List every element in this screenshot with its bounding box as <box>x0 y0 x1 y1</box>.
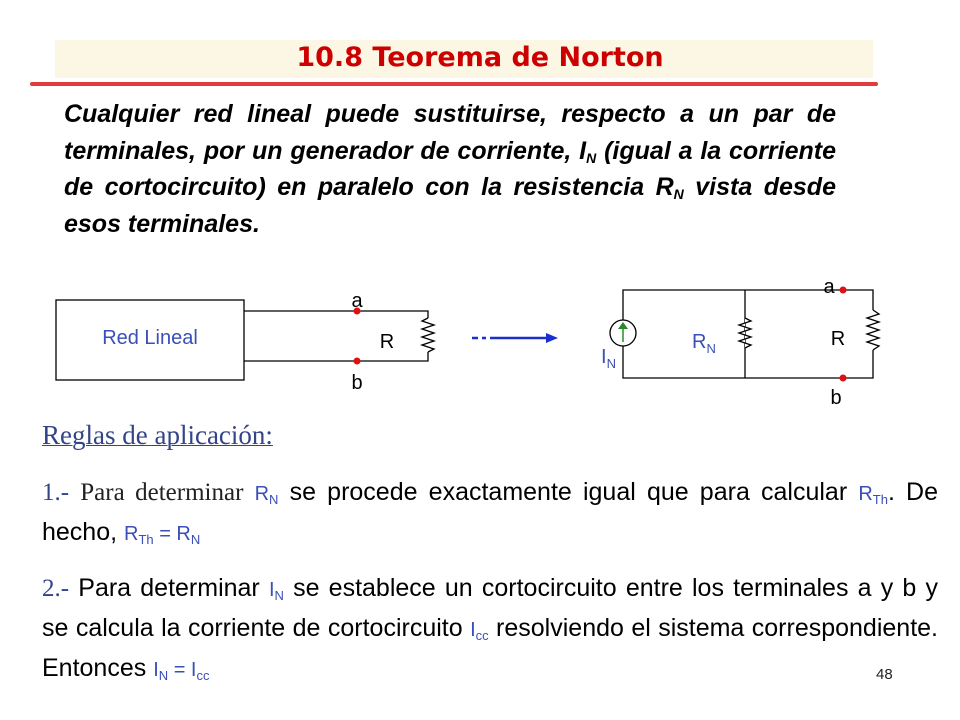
rn-resistor <box>739 318 751 348</box>
intro-sub-2: N <box>673 186 684 202</box>
rule-1-text-c: . De hecho, <box>42 478 939 546</box>
intro-text-3: vista desde esos terminales. <box>64 173 836 238</box>
right-load-resistor <box>867 310 879 350</box>
left-resistor-label: R <box>379 331 395 353</box>
rule-2-text-c: resolviendo el sistema correspondiente. Entonces <box>42 614 938 682</box>
intro-text-1: Cualquier red lineal puede sustituirse, respecto a un par de terminales, por un generador de corriente, I <box>64 100 836 165</box>
page-number: 48 <box>876 666 893 683</box>
right-load-top-wire <box>843 290 873 310</box>
red-lineal-label: Red Lineal <box>102 327 198 349</box>
right-load-label: R <box>830 328 846 350</box>
rules-heading: Reglas de aplicación: <box>42 420 273 450</box>
rule-2-symbol-in: $I_N$ <box>268 579 284 603</box>
source-label: $I_N$ <box>601 346 616 371</box>
left-resistor <box>422 318 434 352</box>
rule-2-text-b: se establece un cortocircuito entre los terminales a y b y se calcula la corriente de cortocircuito <box>42 574 939 642</box>
right-terminal-b-label: b <box>830 387 842 409</box>
rule-1-symbol-rn: $R_N$ <box>254 483 279 507</box>
right-terminal-a-dot <box>840 287 847 294</box>
rule-1-equation: $R_{Th} = R_N$ <box>124 523 201 547</box>
rule-1-number: 1.- <box>42 479 70 506</box>
rule-2-number: 2.- <box>42 575 70 602</box>
rule-1-symbol-rth: $R_{Th}$ <box>858 483 888 507</box>
rule-2 <box>42 569 938 689</box>
current-source-icon <box>610 320 636 346</box>
intro-text-2: (igual a la corriente de cortocircuito) en paralelo con la resistencia R <box>64 136 837 201</box>
left-top-wire <box>244 311 428 318</box>
rule-1-text-a: Para determinar <box>80 479 244 506</box>
left-terminal-a-label: a <box>351 290 363 312</box>
rule-2-symbol-icc: $I_{cc}$ <box>470 619 489 643</box>
right-arrow-icon <box>472 333 558 343</box>
rule-1 <box>42 473 938 553</box>
left-bottom-wire <box>244 352 428 361</box>
rn-label: $R_N$ <box>692 331 716 356</box>
right-top-wire <box>623 290 843 320</box>
right-bottom-wire <box>623 346 843 378</box>
left-terminal-b-dot <box>354 358 361 365</box>
right-load-bottom-wire <box>843 350 873 378</box>
right-terminal-a-label: a <box>823 276 835 298</box>
right-terminal-b-dot <box>840 375 847 382</box>
rule-1-text-b: se procede exactamente igual que para calcular <box>278 478 859 506</box>
rule-2-text-a: Para determinar <box>69 574 269 602</box>
left-terminal-b-label: b <box>351 372 363 394</box>
intro-sub-1: N <box>586 149 597 166</box>
rule-2-equation: $I_N = I_{cc}$ <box>153 659 210 683</box>
slide-title: 10.8 Teorema de Norton <box>296 42 664 73</box>
